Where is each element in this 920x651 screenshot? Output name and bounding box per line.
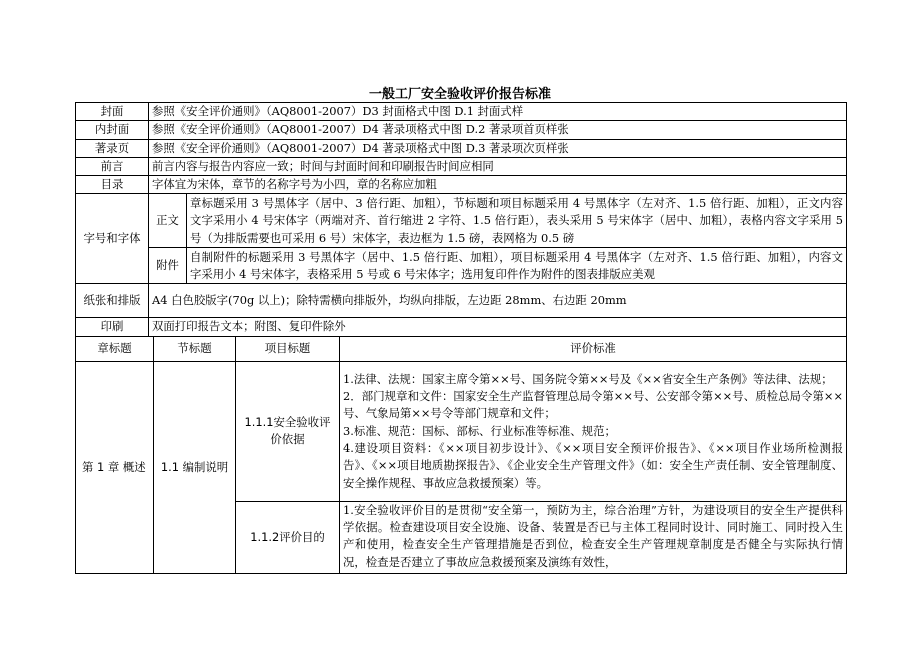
row-font-attach xyxy=(76,248,847,284)
row-preface xyxy=(76,157,847,175)
criteria-row-basis xyxy=(76,361,847,501)
item-title-basis: 1.1.1安全验收评价依据 xyxy=(236,361,340,501)
header-criteria: 评价标准 xyxy=(340,336,847,361)
record-page-label: 著录页 xyxy=(76,139,149,157)
toc-label: 目录 xyxy=(76,176,149,194)
font-label: 字号和字体 xyxy=(76,194,149,284)
header-chapter: 章标题 xyxy=(76,336,154,361)
font-body-text: 章标题采用 3 号黑体字（居中、3 倍行距、加粗），节标题和项目标题采用 4 号黑体字（左对齐、1.5 倍行距、加粗），正文内容文字采用小 4 号宋体字（两端对齐、首行缩进 2 字符、1.5 倍行距），表头采用 5 号宋体字（居中、加粗），表格内容文字采用 5 号（为排版需要也可采用 6 号）宋体字，表边框为 1.5 磅，表网格为 0.5 磅 xyxy=(187,194,847,248)
row-cover xyxy=(76,103,847,121)
criteria-header-row xyxy=(76,336,847,361)
font-attach-label: 附件 xyxy=(149,248,187,284)
preface-text: 前言内容与报告内容应一致；时间与封面时间和印刷报告时间应相同 xyxy=(149,157,847,175)
row-toc xyxy=(76,176,847,194)
section-title: 1.1 编制说明 xyxy=(154,361,236,573)
row-record-page xyxy=(76,139,847,157)
inner-cover-label: 内封面 xyxy=(76,121,149,139)
cover-label: 封面 xyxy=(76,103,149,121)
criteria-basis-line: 3.标准、规范：国标、部标、行业标准等标准、规范； xyxy=(343,423,616,438)
standards-table xyxy=(75,102,847,574)
paper-label: 纸张和排版 xyxy=(76,284,149,318)
chapter-title: 第 1 章 概述 xyxy=(76,361,154,573)
row-paper xyxy=(76,284,847,318)
header-section: 节标题 xyxy=(154,336,236,361)
preface-label: 前言 xyxy=(76,157,149,175)
criteria-basis-line: 1.法律、法规：国家主席令第××号、国务院令第××号及《××省安全生产条例》等法律、法规； xyxy=(343,371,833,386)
row-font-body xyxy=(76,194,847,248)
font-attach-text: 自制附件的标题采用 3 号黑体字（居中、1.5 倍行距、加粗），项目标题采用 4 号黑体字（左对齐、1.5 倍行距、加粗），内容文字采用小 4 号宋体字，表格采用 5 号或 6 号宋体字；选用复印件作为附件的图表排版应美观 xyxy=(187,248,847,284)
row-print xyxy=(76,318,847,336)
paper-text: A4 白色胶版字(70g 以上)；除特需横向排版外，均纵向排版，左边距 28mm、右边距 20mm xyxy=(149,284,847,318)
criteria-purpose: 1.安全验收评价目的是贯彻“安全第一，预防为主，综合治理”方针，为建设项目的安全生产提供科学依据。检查建设项目安全设施、设备、装置是否已与主体工程同时设计、同时施工、同时投入生产和使用，检查安全生产管理措施是否到位，检查安全生产管理规章制度是否健全与实际执行情况，检查是否建立了事故应急救援预案及演练有效性， xyxy=(340,501,847,573)
inner-cover-text: 参照《安全评价通则》（AQ8001-2007）D4 著录项格式中图 D.2 著录项首页样张 xyxy=(149,121,847,139)
cover-text: 参照《安全评价通则》（AQ8001-2007）D3 封面格式中图 D.1 封面式样 xyxy=(149,103,847,121)
header-item: 项目标题 xyxy=(236,336,340,361)
criteria-basis-line: 2．部门规章和文件：国家安全生产监督管理总局令第××号、公安部令第××号、质检总局令第××号、气象局第××号令等部门规章和文件； xyxy=(343,389,844,421)
criteria-basis xyxy=(340,361,847,501)
row-inner-cover xyxy=(76,121,847,139)
print-label: 印刷 xyxy=(76,318,149,336)
record-page-text: 参照《安全评价通则》（AQ8001-2007）D4 著录项格式中图 D.3 著录项次页样张 xyxy=(149,139,847,157)
page-title: 一般工厂安全验收评价报告标准 xyxy=(368,87,551,102)
print-text: 双面打印报告文本；附图、复印件除外 xyxy=(149,318,847,336)
font-body-label: 正文 xyxy=(149,194,187,248)
item-title-purpose: 1.1.2评价目的 xyxy=(236,501,340,573)
criteria-basis-line: 4.建设项目资料：《××项目初步设计》、《××项目安全预评价报告》、《××项目作业场所检测报告》、《××项目地质勘探报告》、《企业安全生产管理文件》（如：安全生产责任制、安全管理制度、安全操作规程、事故应急救援预案）等。 xyxy=(343,440,844,490)
toc-text: 字体宜为宋体，章节的名称字号为小四，章的名称应加粗 xyxy=(149,176,847,194)
